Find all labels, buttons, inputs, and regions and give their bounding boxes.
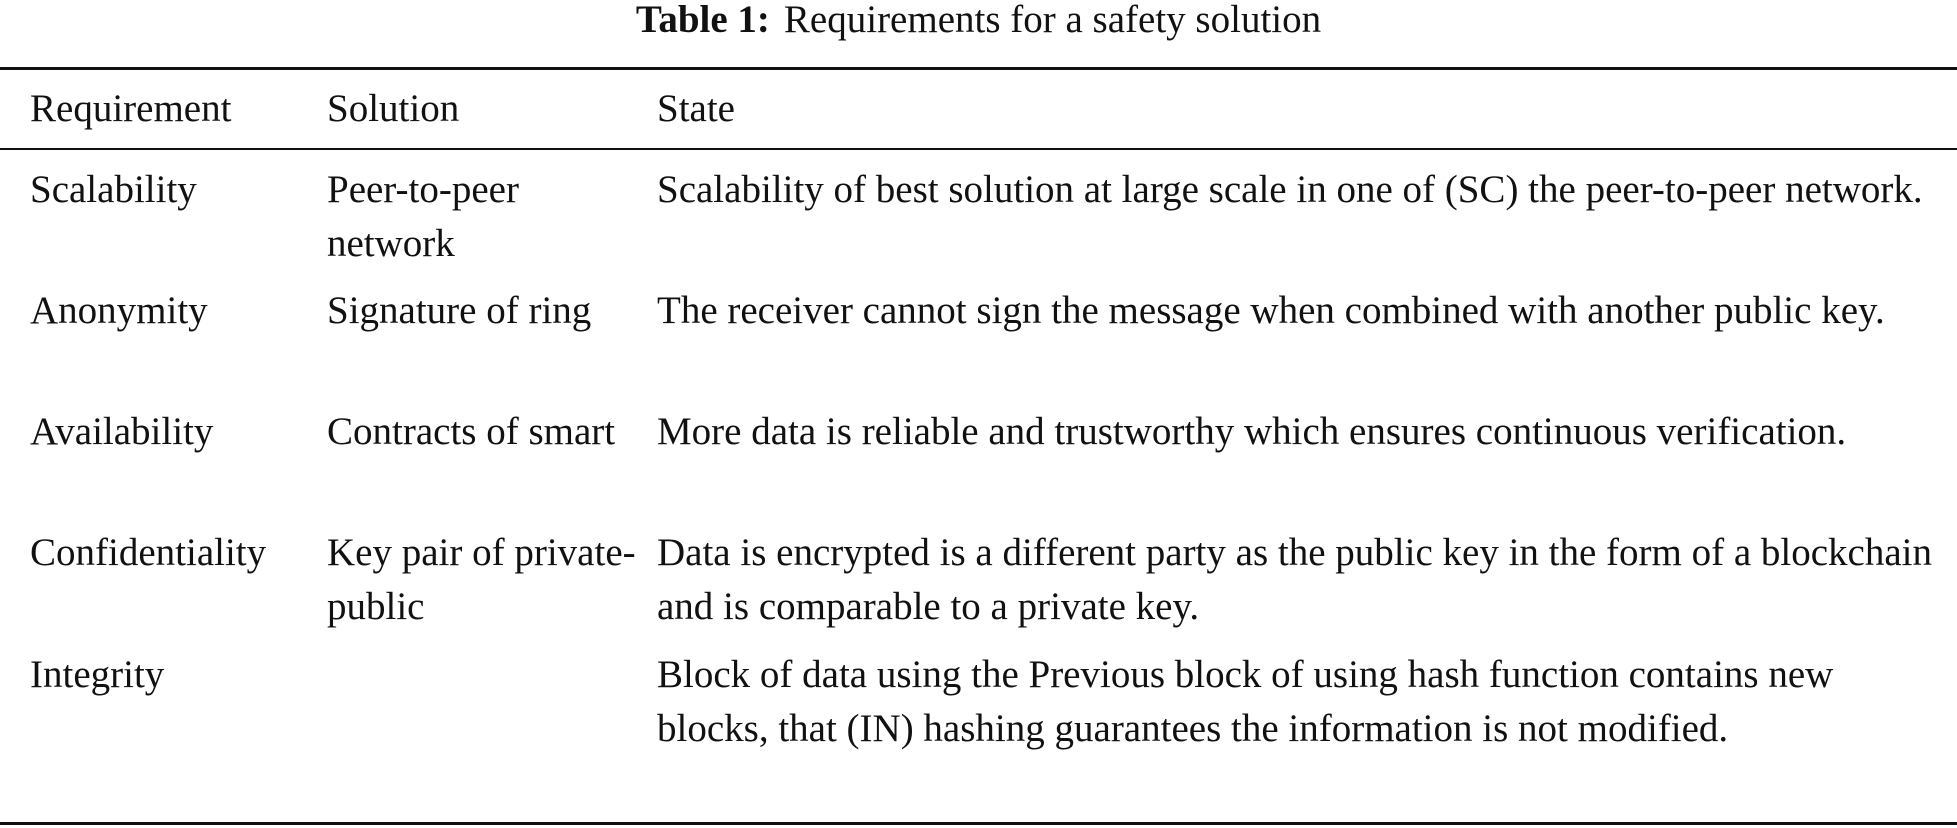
cell-solution: Key pair of private-public — [327, 531, 636, 628]
cell-state: Block of data using the Previous block of using hash function contains new blocks, that (IN) hashing guarantees the information is not modified. — [657, 653, 1834, 750]
header-state: State — [657, 87, 735, 130]
cell-solution: Contracts of smart — [327, 410, 616, 453]
cell-requirement: Anonymity — [30, 289, 208, 332]
cell-state: More data is reliable and trustworthy which ensures continuous verification. — [657, 410, 1847, 453]
table-header-row — [0, 82, 1957, 138]
cell-state: Data is encrypted is a different party as the public key in the form of a blockchain and is comparable to a private key. — [657, 531, 1933, 628]
header-solution: Solution — [327, 87, 460, 130]
cell-solution: Peer-to-peer network — [327, 168, 519, 265]
cell-requirement: Confidentiality — [30, 531, 267, 574]
cell-requirement: Scalability — [30, 168, 197, 211]
caption-text: Requirements for a safety solution — [783, 0, 1322, 41]
top-rule — [0, 67, 1957, 70]
bottom-rule — [0, 822, 1957, 825]
cell-state: The receiver cannot sign the message when combined with another public key. — [657, 289, 1885, 332]
cell-state: Scalability of best solution at large scale in one of (SC) the peer-to-peer network. — [657, 168, 1923, 211]
table-caption — [0, 0, 1957, 44]
cell-requirement: Availability — [30, 410, 214, 453]
cell-solution: Signature of ring — [327, 289, 592, 332]
header-rule — [0, 148, 1957, 150]
header-requirement: Requirement — [30, 87, 232, 130]
cell-requirement: Integrity — [30, 653, 165, 696]
caption-label: Table 1: — [635, 0, 770, 41]
